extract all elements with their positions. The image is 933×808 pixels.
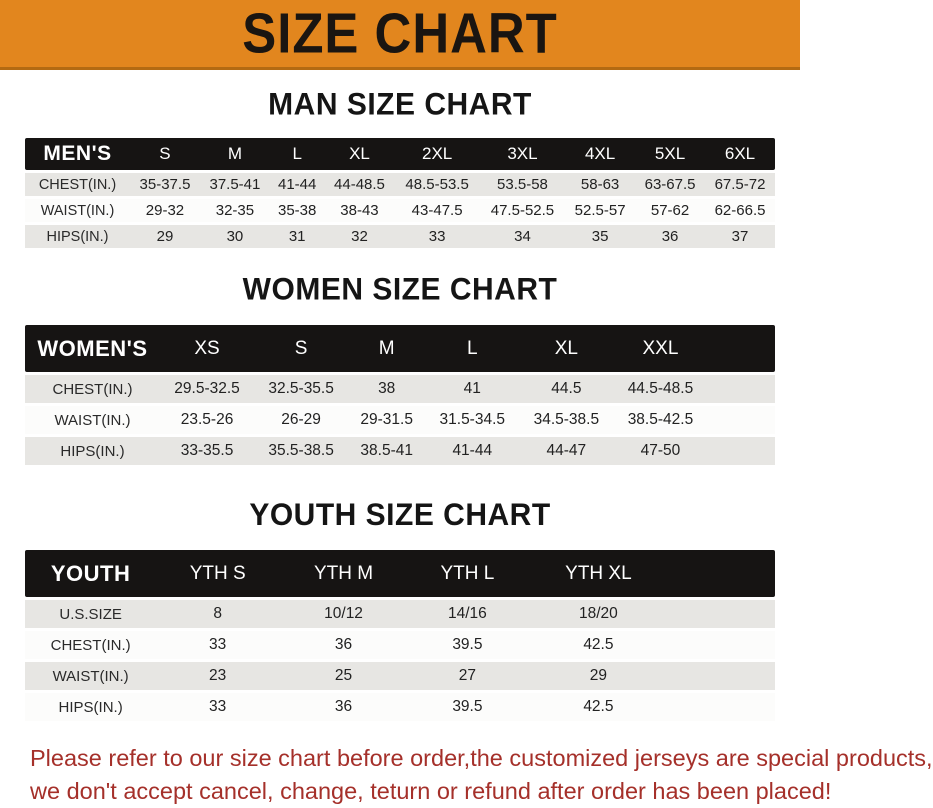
size-value-cell: 32.5-35.5 [268,380,334,397]
size-value-cell: 33 [428,228,446,245]
size-value-cell: 35-37.5 [139,176,191,193]
size-column-header: M [378,337,395,359]
size-value-cell: 37 [731,228,749,245]
size-value-cell: 10/12 [324,605,363,622]
row-label: HIPS(IN.) [46,228,109,245]
size-value-cell: 32 [351,228,368,245]
size-column-header: XL [554,337,578,359]
table-row [25,173,775,196]
size-column-header: 3XL [507,144,538,163]
size-value-cell: 39.5 [452,636,483,653]
table-category-label: WOMEN'S [37,335,148,361]
size-value-cell: 23 [209,667,227,684]
footer-note [30,742,933,808]
women-section-title: WOMEN SIZE CHART [242,272,558,308]
size-column-header: M [227,144,243,163]
size-value-cell: 31.5-34.5 [439,411,506,428]
size-value-cell: 36 [661,228,679,245]
table-row [25,631,775,659]
size-value-cell: 47-50 [640,442,681,459]
size-value-cell: 27 [458,667,477,684]
size-value-cell: 36 [334,636,353,653]
size-column-header: XL [349,144,370,163]
size-value-cell: 53.5-58 [497,176,548,193]
table-row [25,662,775,690]
size-value-cell: 23.5-26 [180,411,234,428]
size-value-cell: 33-35.5 [180,442,234,459]
size-value-cell: 44.5 [551,380,582,397]
size-column-header: YTH L [440,562,495,584]
size-value-cell: 63-67.5 [644,176,696,193]
size-value-cell: 33 [209,636,227,653]
size-value-cell: 18/20 [579,605,618,622]
row-label: WAIST(IN.) [54,411,131,429]
size-value-cell: 35.5-38.5 [268,442,334,459]
size-value-cell: 37.5-41 [209,176,261,193]
size-value-cell: 41 [463,380,481,397]
row-label: CHEST(IN.) [52,380,133,398]
size-value-cell: 44-47 [546,442,587,459]
footer-line-2: we don't accept cancel, change, teturn or refund after order has been placed! [30,778,832,804]
size-value-cell: 31 [288,228,306,245]
size-value-cell: 26-29 [281,411,321,428]
spacer-cell [670,693,775,721]
size-value-cell: 29-32 [145,202,185,219]
men-section [0,70,800,251]
size-value-cell: 52.5-57 [574,202,626,219]
youth-section [0,468,800,724]
size-column-header: 5XL [654,144,686,163]
size-value-cell: 25 [334,667,353,684]
row-label: WAIST(IN.) [40,202,115,219]
size-value-cell: 44.5-48.5 [627,380,694,397]
size-value-cell: 29-31.5 [360,411,413,428]
table-row [25,437,775,465]
size-value-cell: 34 [514,228,531,245]
size-value-cell: 33 [209,698,227,715]
size-value-cell: 32-35 [215,202,255,219]
spacer-cell [670,631,775,659]
row-label: HIPS(IN.) [58,698,123,716]
size-value-cell: 29 [156,228,174,245]
size-value-cell: 48.5-53.5 [405,176,469,193]
size-column-header: YTH XL [565,562,632,584]
size-value-cell: 14/16 [448,605,487,622]
row-label: HIPS(IN.) [60,442,125,460]
size-column-header: YTH M [313,562,374,584]
table-row [25,225,775,248]
size-value-cell: 30 [226,228,244,245]
size-value-cell: 57-62 [650,202,690,219]
table-row [25,375,775,403]
size-column-header: L [466,337,478,359]
size-column-header: S [294,337,308,359]
size-value-cell: 58-63 [580,176,620,193]
size-value-cell: 39.5 [452,698,483,715]
size-value-cell: 29.5-32.5 [174,380,240,397]
men-size-table [25,135,775,251]
table-header-bar [25,550,775,597]
table-row [25,693,775,721]
size-value-cell: 41-44 [452,442,493,459]
spacer-cell [670,550,775,597]
table-header-bar [25,138,775,170]
size-column-header: 6XL [724,144,756,163]
size-value-cell: 67.5-72 [714,176,766,193]
size-value-cell: 43-47.5 [411,202,463,219]
size-value-cell: 42.5 [583,636,614,653]
size-value-cell: 35 [591,228,609,245]
size-value-cell: 44-48.5 [334,176,385,193]
table-row [25,199,775,222]
size-column-header: YTH S [189,562,246,584]
row-label: WAIST(IN.) [52,667,129,685]
youth-size-table [25,547,775,724]
table-row [25,600,775,628]
size-value-cell: 38.5-42.5 [627,411,694,428]
size-column-header: XXL [642,337,679,359]
footer-line-1: Please refer to our size chart before order,the customized jerseys are special products, [30,745,933,771]
women-section [0,251,800,468]
size-value-cell: 8 [213,605,222,622]
size-value-cell: 38.5-41 [360,442,413,459]
table-row [25,406,775,434]
spacer-cell [670,600,775,628]
size-value-cell: 47.5-52.5 [490,202,555,219]
spacer-cell [670,662,775,690]
spacer-cell [708,375,776,403]
size-value-cell: 41-44 [278,176,317,193]
size-value-cell: 34.5-38.5 [533,411,600,428]
men-section-title: MAN SIZE CHART [268,87,532,123]
size-column-header: S [159,144,171,163]
banner [0,0,800,70]
size-column-header: L [292,144,302,163]
youth-section-title: YOUTH SIZE CHART [249,497,551,533]
spacer-cell [708,325,776,372]
size-value-cell: 38 [378,380,396,397]
table-category-label: YOUTH [50,560,131,586]
spacer-cell [708,437,776,465]
size-value-cell: 62-66.5 [714,202,766,219]
size-column-header: XS [194,337,220,359]
row-label: CHEST(IN.) [50,636,131,654]
table-header-bar [25,325,775,372]
size-value-cell: 36 [334,698,353,715]
size-value-cell: 38-43 [340,202,379,219]
size-column-header: 4XL [584,144,616,163]
size-value-cell: 29 [589,667,608,684]
page-title: SIZE CHART [242,2,558,65]
size-value-cell: 35-38 [278,202,317,219]
row-label: U.S.SIZE [59,605,122,623]
row-label: CHEST(IN.) [38,176,117,193]
size-column-header: 2XL [421,144,453,163]
table-category-label: MEN'S [43,142,112,165]
spacer-cell [708,406,776,434]
size-value-cell: 42.5 [583,698,614,715]
women-size-table [25,322,775,468]
